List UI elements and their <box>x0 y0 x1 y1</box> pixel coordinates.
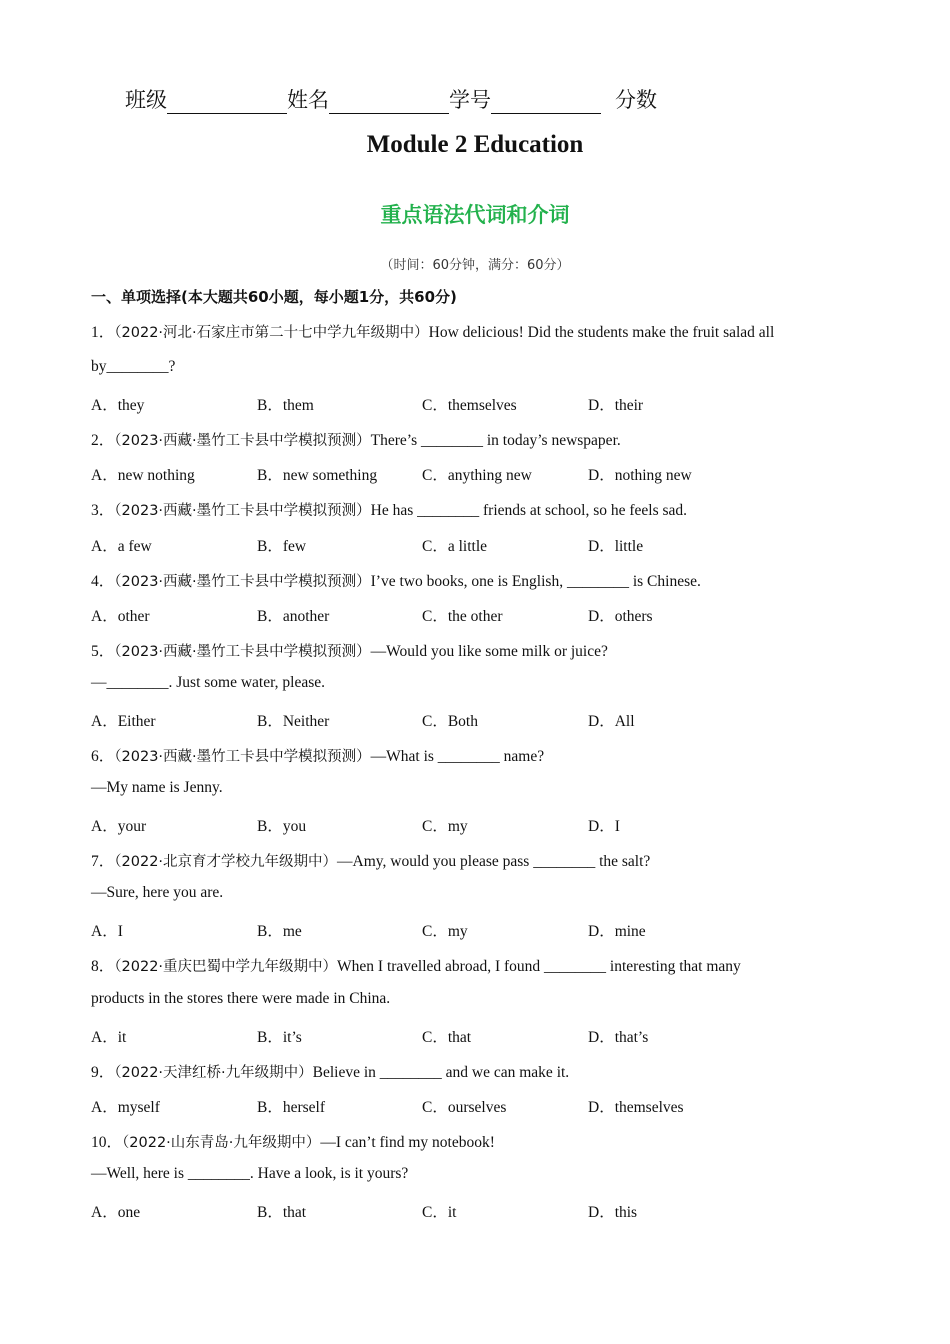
option-b: B．that <box>257 1204 307 1221</box>
question-7-options <box>91 919 851 941</box>
question-source: （2022·河北·石家庄市第二十七中学九年级期中） <box>114 325 429 341</box>
score-label: 分数 <box>615 88 657 112</box>
question-10 <box>91 1130 495 1152</box>
option-c: C．the other <box>422 608 503 625</box>
page-title: Module 2 Education <box>366 131 584 158</box>
exam-timing: （时间：60分钟，满分：60分） <box>380 258 570 273</box>
question-1 <box>91 320 774 342</box>
name-blank <box>329 91 449 114</box>
question-number: 7． <box>91 853 115 870</box>
question-7 <box>91 849 650 871</box>
option-d: D．this <box>588 1204 638 1221</box>
section-heading: 一、单项选择(本大题共60小题，每小题1分，共60分) <box>91 288 457 306</box>
option-b: B．new something <box>257 467 378 484</box>
question-text: There’s ________ in today’s newspaper. <box>370 432 621 449</box>
option-b: B．herself <box>257 1099 326 1116</box>
question-10-options <box>91 1200 851 1222</box>
question-source: （2022·重庆巴蜀中学九年级期中） <box>114 959 338 975</box>
question-number: 3． <box>91 502 115 519</box>
option-b: B．another <box>257 608 330 625</box>
option-d: D．themselves <box>588 1099 684 1116</box>
question-5-options <box>91 709 851 731</box>
question-6-continued: —My name is Jenny. <box>91 779 223 796</box>
option-a: A．new nothing <box>91 467 195 484</box>
option-b: B．you <box>257 818 307 835</box>
question-6-options <box>91 814 851 836</box>
question-number: 5． <box>91 643 115 660</box>
option-d: D．others <box>588 608 653 625</box>
option-c: C．it <box>422 1204 457 1221</box>
option-d: D．All <box>588 713 635 730</box>
question-number: 6． <box>91 748 115 765</box>
question-number: 2． <box>91 432 115 449</box>
class-label: 班级 <box>125 88 167 112</box>
question-1-continued: by________? <box>91 358 176 375</box>
student-id-label: 学号 <box>449 88 491 112</box>
option-a: A．myself <box>91 1099 160 1116</box>
question-number: 8． <box>91 958 115 975</box>
question-text: —I can’t find my notebook! <box>320 1134 495 1151</box>
option-c: C．Both <box>422 713 478 730</box>
question-text: —Would you like some milk or juice? <box>370 643 608 660</box>
question-text: I’ve two books, one is English, ________ is Chinese. <box>370 573 701 590</box>
question-text: When I travelled abroad, I found ________ interesting that many <box>337 958 741 975</box>
question-source: （2023·西藏·墨竹工卡县中学模拟预测） <box>114 433 371 449</box>
question-text: —What is ________ name? <box>370 748 545 765</box>
question-text: Believe in ________ and we can make it. <box>312 1064 570 1081</box>
option-a: A．a few <box>91 538 152 555</box>
option-d: D．nothing new <box>588 467 692 484</box>
option-c: C．a little <box>422 538 488 555</box>
question-3-options <box>91 534 851 556</box>
question-number: 4． <box>91 573 115 590</box>
question-7-continued: —Sure, here you are. <box>91 884 224 901</box>
class-blank <box>167 91 287 114</box>
option-c: C．themselves <box>422 397 517 414</box>
option-c: C．that <box>422 1029 472 1046</box>
option-a: A．one <box>91 1204 141 1221</box>
option-a: A．they <box>91 397 145 414</box>
question-source: （2023·西藏·墨竹工卡县中学模拟预测） <box>114 644 371 660</box>
question-8-continued: products in the stores there were made in China. <box>91 990 391 1007</box>
option-c: C．anything new <box>422 467 532 484</box>
question-8 <box>91 954 741 976</box>
question-2 <box>91 428 621 450</box>
option-b: B．it’s <box>257 1029 302 1046</box>
option-b: B．Neither <box>257 713 330 730</box>
question-5-continued: —________. Just some water, please. <box>91 674 325 691</box>
name-label: 姓名 <box>287 88 329 112</box>
question-text: —Amy, would you please pass ________ the salt? <box>337 853 651 870</box>
option-b: B．few <box>257 538 307 555</box>
question-number: 1． <box>91 324 115 341</box>
question-source: （2023·西藏·墨竹工卡县中学模拟预测） <box>114 574 371 590</box>
option-d: D．I <box>588 818 620 835</box>
question-9 <box>91 1060 569 1082</box>
option-a: A．other <box>91 608 150 625</box>
question-source: （2022·山东青岛·九年级期中） <box>122 1135 321 1151</box>
question-1-options <box>91 393 851 415</box>
question-4 <box>91 569 701 591</box>
question-number: 10． <box>91 1134 123 1151</box>
option-a: A．your <box>91 818 147 835</box>
option-d: D．mine <box>588 923 646 940</box>
student-id-blank <box>491 91 601 114</box>
page-subtitle: 重点语法代词和介词 <box>380 203 570 227</box>
question-8-options <box>91 1025 851 1047</box>
student-info-header <box>125 84 657 114</box>
question-4-options <box>91 604 851 626</box>
option-d: D．their <box>588 397 644 414</box>
question-text: He has ________ friends at school, so he feels sad. <box>370 502 688 519</box>
question-source: （2023·西藏·墨竹工卡县中学模拟预测） <box>114 503 371 519</box>
option-b: B．them <box>257 397 314 414</box>
question-9-options <box>91 1095 851 1117</box>
question-5 <box>91 639 608 661</box>
option-d: D．little <box>588 538 644 555</box>
question-number: 9． <box>91 1064 115 1081</box>
question-source: （2022·北京育才学校九年级期中） <box>114 854 338 870</box>
option-a: A．I <box>91 923 123 940</box>
question-source: （2022·天津红桥·九年级期中） <box>114 1065 313 1081</box>
question-source: （2023·西藏·墨竹工卡县中学模拟预测） <box>114 749 371 765</box>
option-d: D．that’s <box>588 1029 649 1046</box>
question-6 <box>91 744 544 766</box>
question-2-options <box>91 463 851 485</box>
question-3 <box>91 498 687 520</box>
option-a: A．it <box>91 1029 127 1046</box>
question-text: How delicious! Did the students make the fruit salad all <box>428 324 775 341</box>
option-c: C．ourselves <box>422 1099 507 1116</box>
option-c: C．my <box>422 923 468 940</box>
question-10-continued: —Well, here is ________. Have a look, is it yours? <box>91 1165 409 1182</box>
option-b: B．me <box>257 923 302 940</box>
option-c: C．my <box>422 818 468 835</box>
option-a: A．Either <box>91 713 156 730</box>
